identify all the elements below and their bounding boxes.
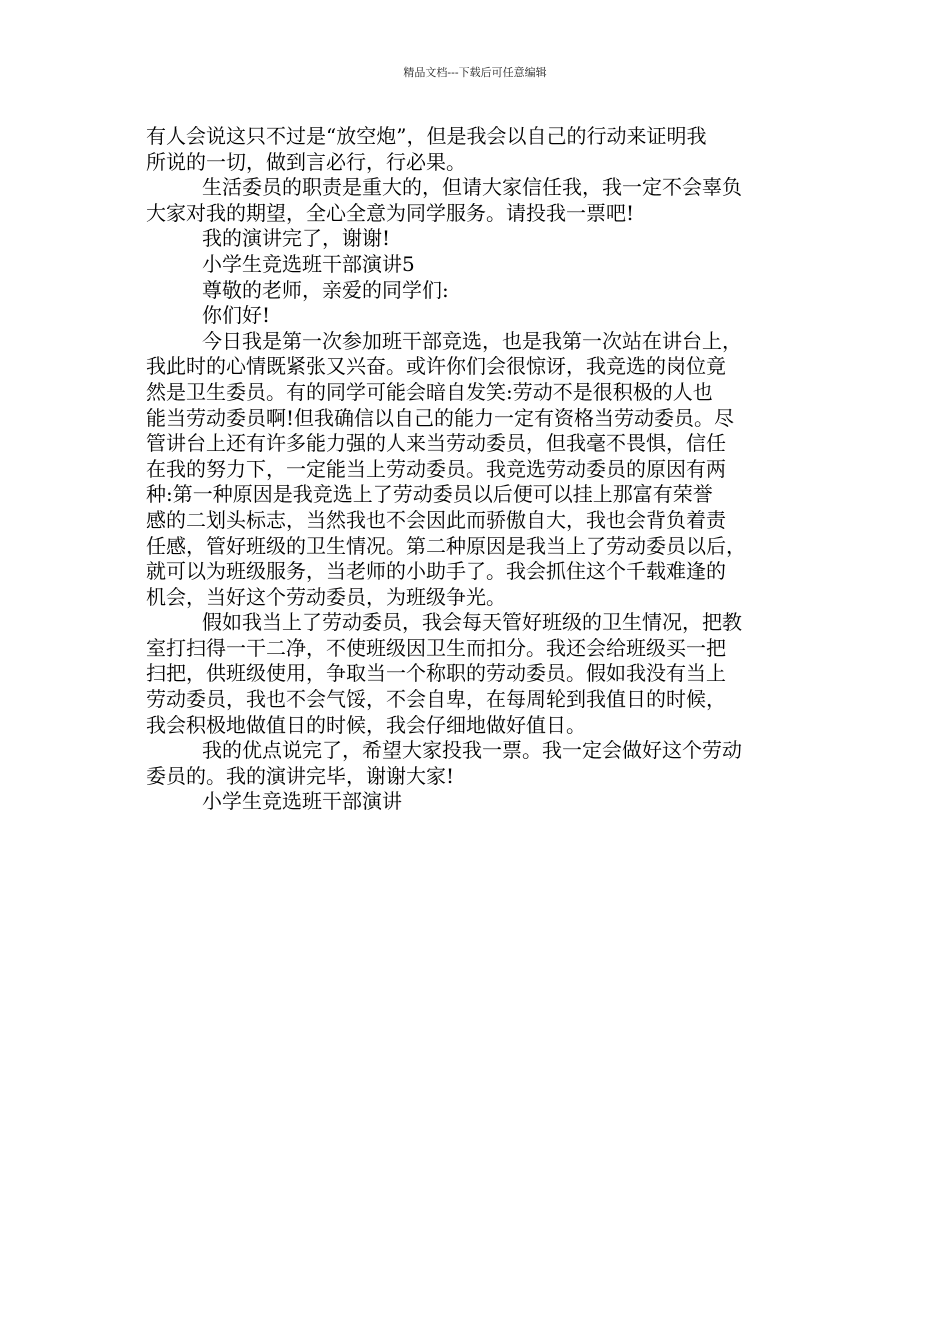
text-line: 生活委员的职责是重大的，但请大家信任我，我一定不会辜负 bbox=[202, 175, 742, 200]
text-line: 我此时的心情既紧张又兴奋。或许你们会很惊讶，我竞选的岗位竟 bbox=[146, 354, 726, 379]
text-line: 我会积极地做值日的时候，我会仔细地做好值日。 bbox=[146, 712, 586, 737]
text-line: 我的演讲完了，谢谢! bbox=[202, 226, 391, 251]
text-line: 大家对我的期望，全心全意为同学服务。请投我一票吧! bbox=[146, 200, 635, 225]
text-line: 种:第一种原因是我竞选上了劳动委员以后便可以挂上那富有荣誉 bbox=[146, 482, 713, 507]
text-line: 然是卫生委员。有的同学可能会暗自发笑:劳动不是很积极的人也 bbox=[146, 379, 713, 404]
text-line: 室打扫得一干二净，不使班级因卫生而扣分。我还会给班级买一把 bbox=[146, 635, 726, 660]
text-line: 我的优点说完了，希望大家投我一票。我一定会做好这个劳动 bbox=[202, 738, 742, 763]
document-body bbox=[146, 124, 810, 815]
text-line: 假如我当上了劳动委员，我会每天管好班级的卫生情况，把教 bbox=[202, 610, 742, 635]
text-line: 小学生竞选班干部演讲5 bbox=[202, 251, 415, 276]
text-line: 就可以为班级服务，当老师的小助手了。我会抓住这个千载难逢的 bbox=[146, 559, 726, 584]
text-line: 机会，当好这个劳动委员，为班级争光。 bbox=[146, 584, 506, 609]
text-line: 所说的一切，做到言必行，行必果。 bbox=[146, 149, 466, 174]
text-line: 今日我是第一次参加班干部竞选，也是我第一次站在讲台上， bbox=[202, 328, 742, 353]
text-line: 在我的努力下，一定能当上劳动委员。我竞选劳动委员的原因有两 bbox=[146, 456, 726, 481]
text-line: 委员的。我的演讲完毕，谢谢大家! bbox=[146, 763, 455, 788]
text-line: 任感，管好班级的卫生情况。第二种原因是我当上了劳动委员以后， bbox=[146, 533, 746, 558]
text-line: 扫把，供班级使用，争取当一个称职的劳动委员。假如我没有当上 bbox=[146, 661, 726, 686]
text-line: 你们好! bbox=[202, 303, 271, 328]
text-line: 有人会说这只不过是“放空炮”，但是我会以自己的行动来证明我 bbox=[146, 124, 707, 148]
text-line: 小学生竞选班干部演讲 bbox=[202, 789, 402, 814]
page-header: 精品文档---下载后可任意编辑 bbox=[403, 66, 547, 79]
text-line: 劳动委员，我也不会气馁，不会自卑，在每周轮到我值日的时候， bbox=[146, 687, 726, 712]
text-line: 管讲台上还有许多能力强的人来当劳动委员，但我毫不畏惧，信任 bbox=[146, 431, 726, 456]
text-line: 能当劳动委员啊!但我确信以自己的能力一定有资格当劳动委员。尽 bbox=[146, 405, 735, 430]
text-line: 感的二划头标志，当然我也不会因此而骄傲自大，我也会背负着责 bbox=[146, 507, 726, 532]
text-line: 尊敬的老师，亲爱的同学们: bbox=[202, 277, 449, 302]
